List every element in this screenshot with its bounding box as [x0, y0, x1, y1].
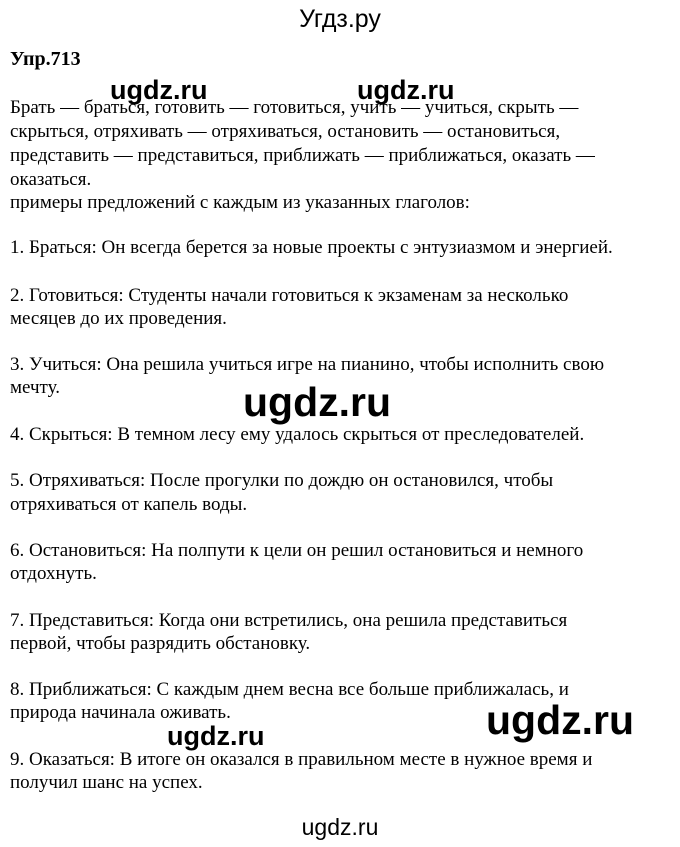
intro-line: Брать — браться, готовить — готовиться, учить — учиться, скрыть —: [10, 97, 579, 118]
example-line: 4. Скрыться: В темном лесу ему удалось скрыться от преследователей.: [10, 424, 585, 445]
intro-line: скрыться, отряхивать — отряхиваться, остановить — остановиться,: [10, 121, 561, 142]
example-line: первой, чтобы разрядить обстановку.: [10, 633, 311, 654]
example-line: 6. Остановиться: На полпути к цели он решил остановиться и немного: [10, 540, 584, 561]
watermark: ugdz.ru: [243, 379, 392, 425]
example-line: 9. Оказаться: В итоге он оказался в правильном месте в нужное время и: [10, 749, 593, 770]
intro-line: представить — представиться, приближать — приближаться, оказать —: [10, 145, 595, 166]
example-line: 7. Представиться: Когда они встретились, она решила представиться: [10, 610, 568, 631]
exercise-title: Упр.713: [10, 48, 81, 70]
intro-line: примеры предложений с каждым из указанных глаголов:: [10, 192, 470, 213]
watermark: ugdz.ru: [167, 721, 265, 751]
watermark: ugdz.ru: [357, 75, 455, 105]
intro-line: оказаться.: [10, 169, 92, 190]
example-line: месяцев до их проведения.: [10, 308, 227, 329]
example-line: отряхиваться от капель воды.: [10, 494, 248, 515]
example-line: 1. Браться: Он всегда берется за новые проекты с энтузиазмом и энергией.: [10, 237, 613, 258]
example-line: отдохнуть.: [10, 563, 97, 584]
example-line: 5. Отряхиваться: После прогулки по дождю он остановился, чтобы: [10, 470, 554, 491]
example-line: 8. Приближаться: С каждым днем весна все больше приближалась, и: [10, 679, 569, 700]
example-line: 3. Учиться: Она решила учиться игре на пианино, чтобы исполнить свою: [10, 354, 605, 375]
example-line: природа начинала оживать.: [10, 702, 231, 723]
example-line: 2. Готовиться: Студенты начали готовиться к экзаменам за несколько: [10, 285, 569, 306]
footer-watermark: ugdz.ru: [301, 814, 379, 840]
site-title: Угдз.ру: [299, 5, 381, 33]
example-line: получил шанс на успех.: [10, 772, 203, 793]
watermark: ugdz.ru: [110, 75, 208, 105]
example-line: мечту.: [10, 377, 60, 398]
watermark: ugdz.ru: [486, 697, 635, 743]
